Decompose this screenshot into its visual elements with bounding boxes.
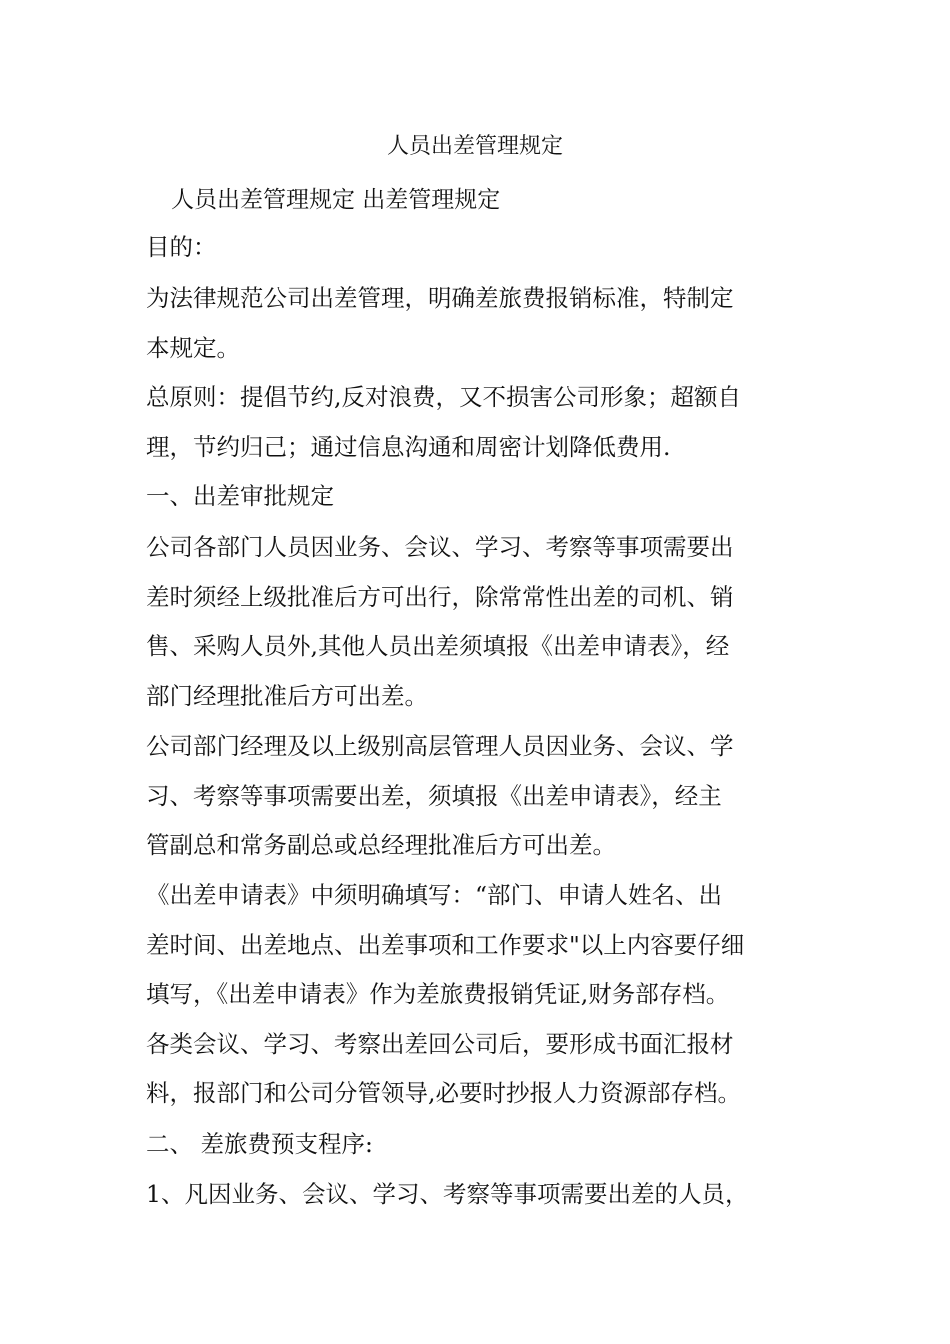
- section-heading: 二、 差旅费预支程序:: [146, 1130, 373, 1158]
- paragraph-line: 为法律规范公司出差管理，明确差旅费报销标准，特制定: [146, 284, 734, 312]
- paragraph-line: 公司部门经理及以上级别高层管理人员因业务、会议、学: [146, 732, 734, 760]
- document-title: 人员出差管理规定: [386, 134, 563, 159]
- paragraph-line: 部门经理批准后方可出差。: [146, 682, 428, 710]
- paragraph-line: 售、采购人员外,其他人员出差须填报《出差申请表》，经: [146, 632, 730, 660]
- paragraph-line: 1、凡因业务、会议、学习、考察等事项需要出差的人员，: [146, 1180, 749, 1208]
- paragraph-line: 总原则：提倡节约,反对浪费，又不损害公司形象；超额自: [146, 383, 741, 411]
- paragraph-line: 各类会议、学习、考察出差回公司后，要形成书面汇报材: [146, 1030, 734, 1058]
- paragraph-line: 本规定。: [146, 334, 240, 362]
- paragraph-line: 目的：: [146, 233, 217, 261]
- paragraph-line: 差时间、出差地点、出差事项和工作要求"以上内容要仔细: [146, 931, 745, 959]
- paragraph-line: 管副总和常务副总或总经理批准后方可出差。: [146, 831, 616, 859]
- document-subtitle: 人员出差管理规定 出差管理规定: [171, 187, 501, 213]
- paragraph-line: 填写，《出差申请表》作为差旅费报销凭证,财务部存档。: [146, 980, 730, 1008]
- section-heading: 一、出差审批规定: [146, 482, 334, 510]
- paragraph-line: 料，报部门和公司分管领导,必要时抄报人力资源部存档。: [146, 1079, 741, 1107]
- paragraph-line: 理，节约归己；通过信息沟通和周密计划降低费用.: [146, 433, 671, 461]
- paragraph-line: 习、考察等事项需要出差，须填报《出差申请表》，经主: [146, 782, 722, 810]
- paragraph-line: 差时须经上级批准后方可出行，除常常性出差的司机、销: [146, 583, 734, 611]
- paragraph-line: 《出差申请表》中须明确填写：“部门、申请人姓名、出: [146, 881, 723, 909]
- paragraph-line: 公司各部门人员因业务、会议、学习、考察等事项需要出: [146, 533, 734, 561]
